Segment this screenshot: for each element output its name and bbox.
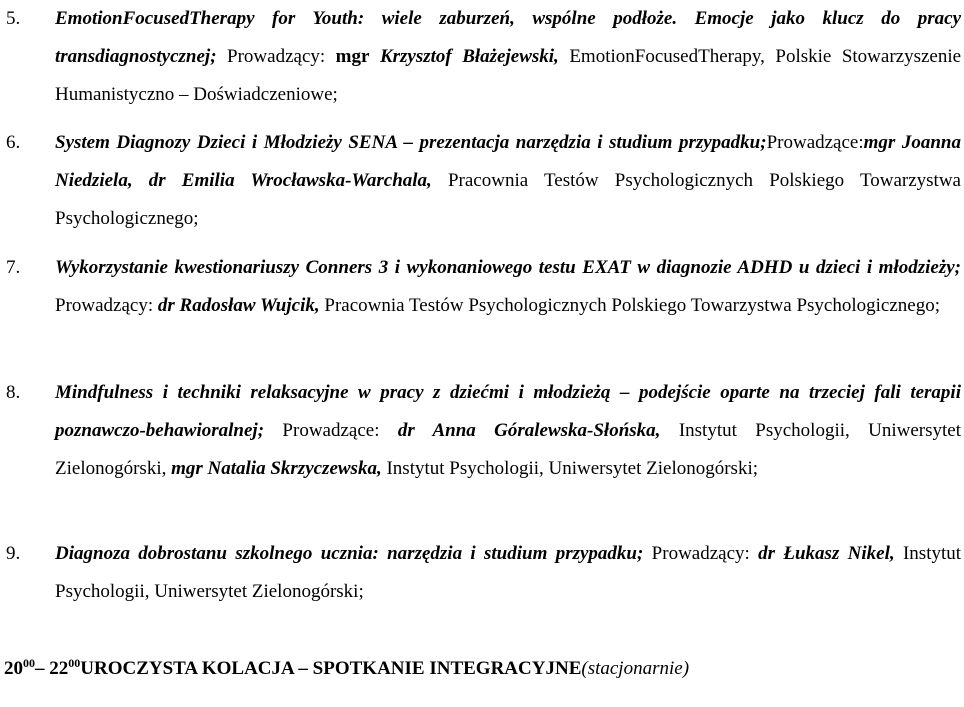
event-title: UROCZYSTA KOLACJA – SPOTKANIE INTEGRACYJNE	[80, 658, 582, 679]
event-mode: (stacjonarnie)	[581, 658, 690, 679]
end-minutes: 00	[68, 656, 81, 670]
time-dash: –	[35, 658, 50, 679]
item-title: Wykorzystanie kwestionariuszy Conners 3 i wykonaniowego testu EXAT w diagnozie ADHD u dzieci i młodzieży;	[55, 257, 961, 278]
presenter-name: dr Anna Góralewska-Słońska,	[397, 420, 661, 441]
item-number: 6.	[6, 132, 21, 153]
item-title: Diagnoza dobrostanu szkolnego ucznia: narzędzia i studium przypadku;	[55, 543, 644, 564]
presenter-degree: mgr	[335, 46, 370, 67]
start-hour: 20	[4, 658, 23, 679]
lead-label: Prowadzący:	[55, 295, 154, 316]
lead-label: Prowadzące:	[766, 132, 864, 153]
item-title: Mindfulness i techniki relaksacyjne w pracy z dziećmi i młodzieżą – podejście oparte na trzeciej fali terapii poznawczo-behawioralnej;	[55, 382, 961, 441]
presenter-affiliation: Pracownia Testów Psychologicznych Polskiego Towarzystwa Psychologicznego;	[324, 295, 940, 316]
item-text	[55, 124, 961, 238]
item-number: 7.	[6, 257, 21, 278]
lead-label: Prowadzący:	[651, 543, 750, 564]
presenter-affiliation: Instytut Psychologii, Uniwersytet Zielonogórski;	[386, 458, 758, 479]
presenter-name: mgr Joanna Niedziela, dr Emilia Wrocławska-Warchala,	[55, 132, 961, 191]
item-number: 5.	[6, 8, 21, 29]
item-text	[55, 249, 961, 325]
presenter-affiliation: Instytut Psychologii, Uniwersytet Zielonogórski,	[55, 420, 962, 479]
presenter-name: mgr Natalia Skrzyczewska,	[171, 458, 382, 479]
item-text	[55, 0, 961, 114]
item-title: EmotionFocusedTherapy for Youth: wiele zaburzeń, wspólne podłoże. Emocje jako klucz do pracy transdiagnostycznej;	[55, 8, 961, 67]
item-number: 9.	[6, 543, 21, 564]
presenter-affiliation: Pracownia Testów Psychologicznych Polskiego Towarzystwa Psychologicznego;	[55, 170, 961, 229]
presenter-name: dr Radosław Wujcik,	[157, 295, 320, 316]
item-text	[55, 374, 961, 488]
item-number: 8.	[6, 382, 21, 403]
presenter-affiliation: Instytut Psychologii, Uniwersytet Zielonogórski;	[55, 543, 962, 602]
lead-label: Prowadzące:	[282, 420, 380, 441]
presenter-name: Krzysztof Błażejewski,	[379, 46, 559, 67]
item-text	[55, 535, 961, 611]
lead-label: Prowadzący:	[227, 46, 326, 67]
evening-event	[4, 650, 689, 688]
end-hour: 22	[49, 658, 69, 679]
presenter-affiliation: EmotionFocusedTherapy, Polskie Stowarzyszenie Humanistyczno – Doświadczeniowe;	[55, 46, 962, 105]
presenter-name: dr Łukasz Nikel,	[758, 543, 895, 564]
start-minutes: 00	[23, 656, 35, 670]
item-title: System Diagnozy Dzieci i Młodzieży SENA – prezentacja narzędzia i studium przypadku;	[55, 132, 767, 153]
